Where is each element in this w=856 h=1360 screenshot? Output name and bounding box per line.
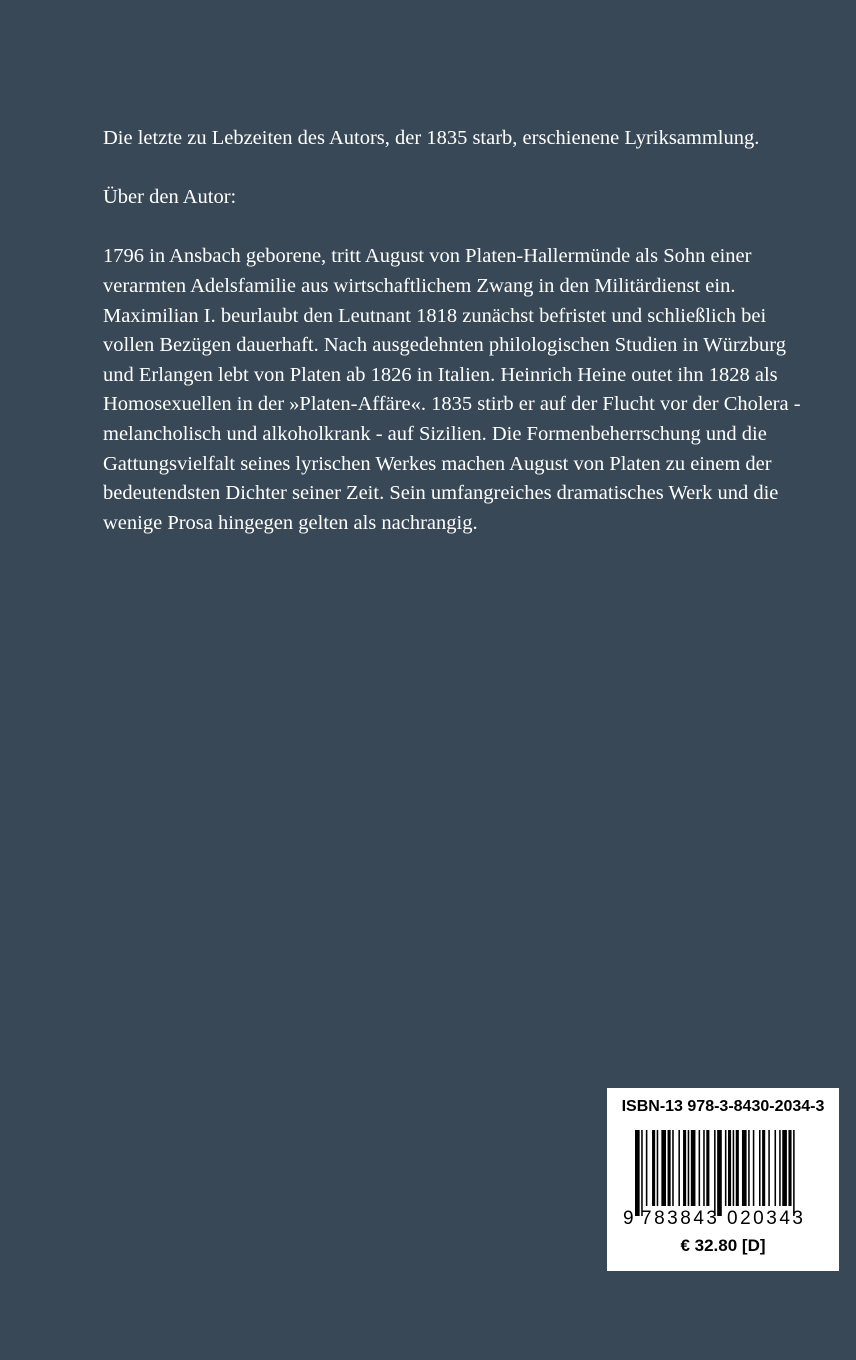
intro-paragraph: Die letzte zu Lebzeiten des Autors, der 1835 starb, erschienene Lyriksammlung. xyxy=(103,127,760,149)
barcode-bar xyxy=(657,1130,659,1206)
back-cover-text xyxy=(103,124,803,568)
barcode-bar xyxy=(728,1130,731,1206)
barcode-bar xyxy=(641,1130,643,1216)
barcode-bar xyxy=(775,1130,777,1206)
barcode-bar xyxy=(788,1130,791,1206)
biography-paragraph: 1796 in Ansbach geborene, tritt August von Platen-Hallermünde als Sohn einer verarmten Adelsfamilie aus wirtschaftlichem Zwang in den Militärdienst ein. Maximilian I. beurlaubt den Leutnant 1818 zunächst befristet und schließlich bei vollen Bezügen dauerhaft. Nach ausgedehnten philologischen Studien in Würzburg und Erlangen lebt von Platen ab 1826 in Italien. Heinrich Heine outet ihn 1828 als Homosexuellen in der »Platen-Affäre«. 1835 stirb er auf der Flucht vor der Cholera - melancholisch und alkoholkrank - auf Sizilien. Die Formenbeherrschung und die Gattungsvielfalt seines lyrischen Werkes machen August von Platen zu einem der bedeutendsten Dichter seiner Zeit. Sein umfangreiches dramatisches Werk und die wenige Prosa hingegen gelten als nachrangig. xyxy=(103,245,801,534)
barcode-bar xyxy=(753,1130,755,1206)
barcode-bar xyxy=(782,1130,787,1206)
barcode-bar xyxy=(668,1130,671,1206)
price-label: € 32.80 [D] xyxy=(680,1236,766,1255)
barcode-bar xyxy=(748,1130,750,1206)
barcode-bar xyxy=(699,1130,701,1206)
barcode-bar xyxy=(635,1130,640,1216)
barcode-bar xyxy=(717,1130,722,1216)
barcode-bar xyxy=(779,1130,781,1206)
barcode-bar xyxy=(646,1130,648,1206)
barcode-bar xyxy=(683,1130,686,1206)
barcode-bar xyxy=(759,1130,761,1206)
barcode-bar xyxy=(678,1130,680,1206)
barcode-bar xyxy=(768,1130,770,1206)
barcode-digit-first: 9 xyxy=(623,1208,634,1228)
barcode-bar xyxy=(793,1130,795,1216)
barcode-bar xyxy=(742,1130,747,1206)
barcode-bar xyxy=(706,1130,709,1206)
barcode-bar xyxy=(672,1130,674,1206)
barcode-digits-left: 783843 xyxy=(641,1208,717,1228)
barcode-bar xyxy=(703,1130,705,1206)
barcode-bar xyxy=(688,1130,690,1206)
isbn-label: ISBN-13 978-3-8430-2034-3 xyxy=(621,1098,825,1115)
barcode-bar xyxy=(762,1130,765,1206)
barcode-bar xyxy=(691,1130,696,1206)
barcode-bar xyxy=(661,1130,666,1206)
barcode-bar xyxy=(714,1130,716,1216)
barcode-box xyxy=(607,1088,839,1271)
barcode-bar xyxy=(725,1130,727,1206)
about-author-heading: Über den Autor: xyxy=(103,186,237,209)
barcode-image xyxy=(621,1130,825,1228)
barcode-bar xyxy=(733,1130,735,1206)
barcode-bar xyxy=(652,1130,655,1206)
barcode-bar xyxy=(736,1130,739,1206)
barcode-digits-right: 020343 xyxy=(727,1208,803,1228)
